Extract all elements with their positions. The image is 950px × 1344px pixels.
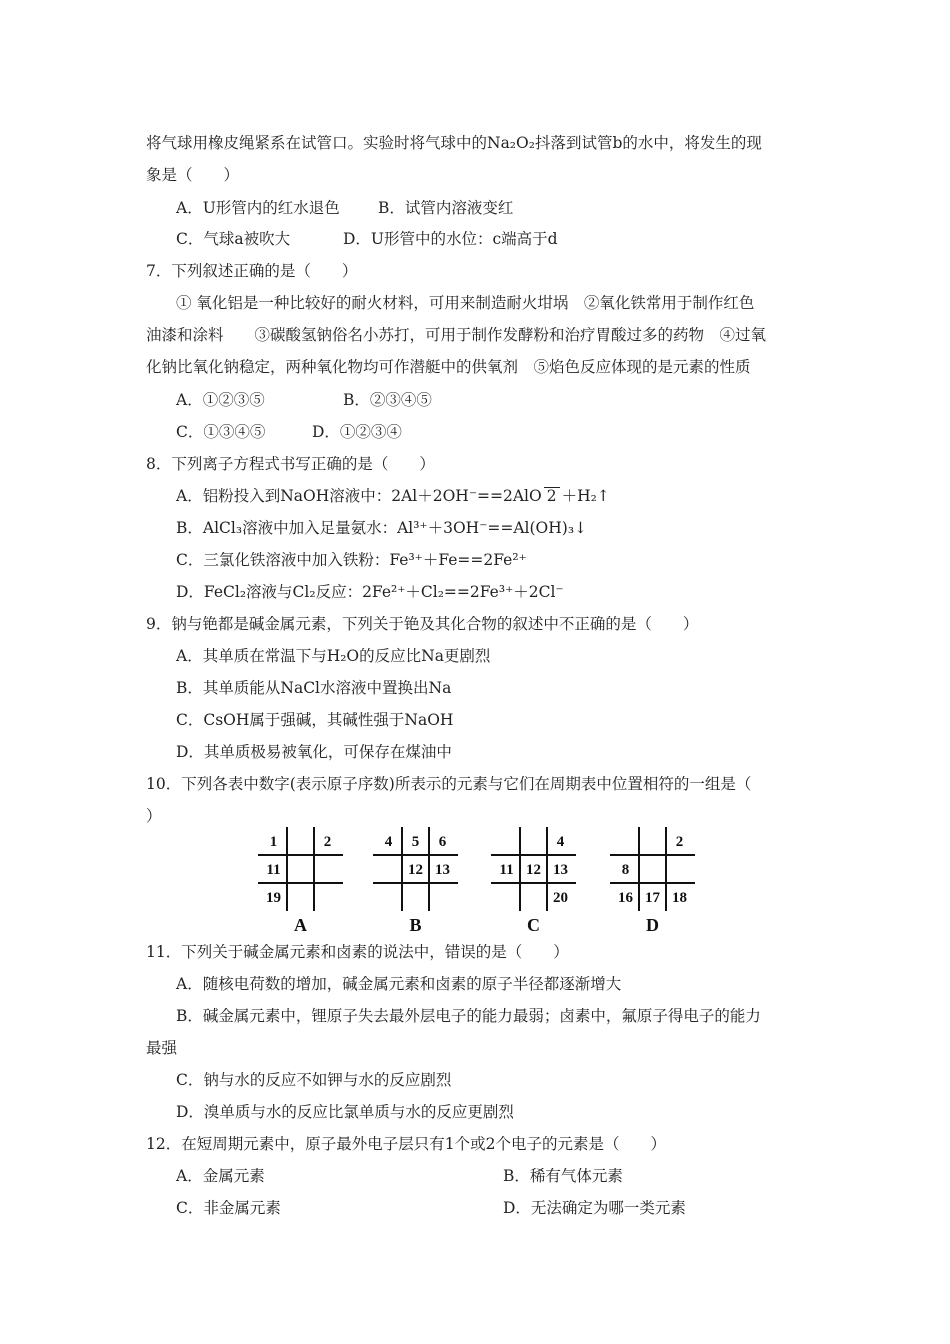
q7-stem: 7．下列叙述正确的是（ ） [146,262,358,280]
q12-option-d: D．无法确定为哪一类元素 [503,1199,686,1217]
q8-stem: 8．下列离子方程式书写正确的是（ ） [146,455,435,473]
q7-option-a: A．①②③⑤ [176,391,265,409]
periodic-grid-a [260,825,342,941]
grid-d-cell-2: 2 [675,834,684,850]
q7-option-c: C．①③④⑤ [176,423,266,441]
q9-option-d: D．其单质极易被氧化，可保存在煤油中 [176,743,452,761]
grid-b-label: B [409,915,422,935]
q8-option-b: B．AlCl₃溶液中加入足量氨水：Al³⁺＋3OH⁻==Al(OH)₃↓ [176,519,588,537]
q8-option-a-overbar-two: 2 [544,487,560,504]
periodic-grid-b [375,825,457,941]
grid-c-cell-20: 20 [553,890,568,906]
q11-option-a: A．随核电荷数的增加，碱金属元素和卤素的原子半径都逐渐增大 [176,975,622,993]
periodic-grid-c [493,825,575,941]
q9-option-a: A．其单质在常温下与H₂O的反应比Na更剧烈 [176,647,491,665]
q7-body-line-2: 油漆和涂料 ③碳酸氢钠俗名小苏打，可用于制作发酵粉和治疗胃酸过多的药物 ④过氧 [146,326,767,344]
q11-option-c: C．钠与水的反应不如钾与水的反应剧烈 [176,1071,452,1089]
grid-a-cell-2: 2 [323,834,332,850]
intro-line-2: 象是（ ） [146,166,240,184]
q8-option-d: D．FeCl₂溶液与Cl₂反应：2Fe²⁺＋Cl₂==2Fe³⁺＋2Cl⁻ [176,583,564,601]
q9-option-b: B．其单质能从NaCl水溶液中置换出Na [176,679,452,697]
intro-option-b: B．试管内溶液变红 [378,199,514,217]
q8-option-a-prefix: A．铝粉投入到NaOH溶液中：2Al＋2OH⁻==2AlO [176,487,542,505]
intro-option-d: D．U形管中的水位：c端高于d [343,230,558,248]
q9-stem: 9．钠与铯都是碱金属元素，下列关于铯及其化合物的叙述中不正确的是（ ） [146,615,699,633]
q7-option-b: B．②③④⑤ [343,391,432,409]
grid-c-label: C [527,915,540,935]
q12-option-b: B．稀有气体元素 [503,1167,623,1185]
grid-d-cell-16: 16 [618,890,633,906]
q11-stem: 11．下列关于碱金属元素和卤素的说法中，错误的是（ ） [146,943,569,961]
q7-body-line-3: 化钠比氧化钠稳定，两种氧化物均可作潜艇中的供氧剂 ⑤焰色反应体现的是元素的性质 [146,358,751,376]
grid-c-cell-11: 11 [499,862,514,878]
periodic-grid-d-svg [612,825,694,937]
periodic-grid-a-svg [260,825,342,937]
q10-stem-line-2: ） [146,807,162,825]
intro-option-a: A．U形管内的红水退色 [176,199,340,217]
q10-stem-line-1: 10．下列各表中数字(表示原子序数)所表示的元素与它们在周期表中位置相符的一组是（ [146,775,752,793]
q12-option-c: C．非金属元素 [176,1199,281,1217]
grid-b-cell-5: 5 [411,834,420,850]
intro-option-c: C．气球a被吹大 [176,230,291,248]
periodic-grid-b-svg [375,825,457,937]
q8-option-a [176,486,610,506]
grid-b-cell-13: 13 [435,862,450,878]
periodic-grid-d [612,825,694,941]
q7-body-line-1: ① 氧化铝是一种比较好的耐火材料，可用来制造耐火坩埚 ②氧化铁常用于制作红色 [176,294,755,312]
grid-d-cell-17: 17 [645,890,660,906]
grid-a-cell-19: 19 [266,890,281,906]
grid-a-label: A [294,915,307,935]
grid-c-cell-13: 13 [553,862,568,878]
grid-d-label: D [646,915,659,935]
grid-c-cell-12: 12 [526,862,541,878]
q11-option-b-line-1: B．碱金属元素中，锂原子失去最外层电子的能力最弱；卤素中，氟原子得电子的能力 [176,1007,761,1025]
q9-option-c: C．CsOH属于强碱，其碱性强于NaOH [176,711,454,729]
periodic-grid-c-svg [493,825,575,937]
grid-b-cell-4: 4 [384,834,393,850]
grid-b-cell-12: 12 [408,862,423,878]
q7-option-d: D．①②③④ [312,423,402,441]
grid-a-cell-1: 1 [269,834,278,850]
grid-c-cell-4: 4 [556,834,565,850]
q8-option-a-suffix: ＋H₂↑ [561,487,610,505]
grid-b-cell-6: 6 [438,834,447,850]
grid-d-cell-18: 18 [672,890,687,906]
intro-line-1: 将气球用橡皮绳紧系在试管口。实验时将气球中的Na₂O₂抖落到试管b的水中，将发生的现 [146,134,762,152]
grid-a-cell-11: 11 [266,862,281,878]
grid-d-cell-8: 8 [621,862,630,878]
q12-option-a: A．金属元素 [176,1167,265,1185]
q8-option-c: C．三氯化铁溶液中加入铁粉：Fe³⁺＋Fe==2Fe²⁺ [176,551,527,569]
q12-stem: 12．在短周期元素中，原子最外电子层只有1个或2个电子的元素是（ ） [146,1135,666,1153]
q11-option-b-line-2: 最强 [146,1039,178,1057]
q11-option-d: D．溴单质与水的反应比氯单质与水的反应更剧烈 [176,1103,514,1121]
